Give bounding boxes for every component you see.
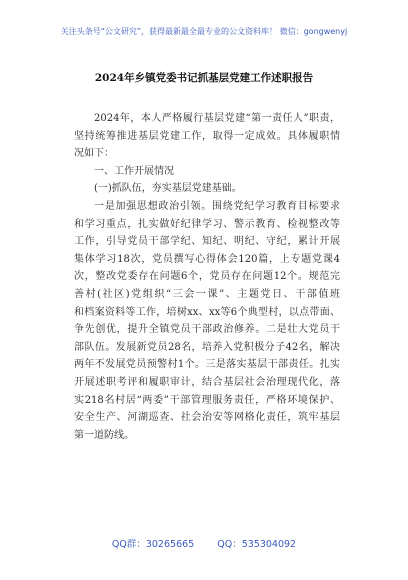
body-line: 集体学习18次，党员撰写心得体会120篇，上专题党课4 [74, 253, 340, 265]
body-line: 和学习重点，扎实做好纪律学习、警示教育、检视整改等 [74, 218, 340, 230]
qq-group-text: QQ群：30265665 [111, 539, 195, 550]
section-heading: 一、工作开展情况 [94, 165, 174, 177]
body-line: 工作，引导党员干部学纪、知纪、明纪、守纪，累计开展 [74, 236, 340, 248]
body-line: 第一道防线。 [74, 429, 134, 441]
document-body [74, 110, 340, 444]
body-line: 和档案资料等工作，培树xx、xx等6个典型村，以点带面、 [74, 306, 340, 318]
body-line: 开展述职考评和履职审计，结合基层社会治理现代化，落 [74, 376, 340, 388]
body-line: 2024年，本人严格履行基层党建“第一责任人”职责， [94, 113, 340, 124]
body-line: 争先创优，提升全镇党员干部政治修养。二是壮大党员干 [74, 324, 340, 336]
body-line: 善村(社区)党组织“三会一课”、主题党日、干部值班 [74, 288, 340, 300]
body-line: 况如下： [74, 148, 114, 160]
qq-contact-text: QQ：535304092 [217, 539, 297, 550]
body-line: 一是加强思想政治引领。围绕党纪学习教育目标要求 [94, 200, 340, 212]
body-line: 两年不发展党员预警村1个。三是落实基层干部责任。扎实 [74, 359, 340, 371]
document-title: 2024年乡镇党委书记抓基层党建工作述职报告 [94, 72, 314, 84]
body-line: 次，整改党委存在问题6个，党员存在问题12个。规范完 [74, 271, 340, 283]
body-line: 部队伍。发展新党员28名，培养入党积极分子42名，解决 [74, 341, 340, 353]
subsection-heading: (一)抓队伍，夯实基层党建基础。 [94, 183, 242, 195]
body-line: 实218名村居“两委”干部管理服务责任，严格环境保护、 [74, 394, 340, 406]
header-banner: 关注头条号“公文研究”，获得最新最全最专业的公文资料库！ 微信：gongwenyj [60, 27, 348, 36]
footer-contacts [0, 536, 408, 550]
body-line: 坚持统筹推进基层党建工作，取得一定成效。具体履职情 [74, 130, 340, 142]
body-line: 安全生产、河湖巡查、社会治安等网格化责任，筑牢基层 [74, 412, 340, 424]
